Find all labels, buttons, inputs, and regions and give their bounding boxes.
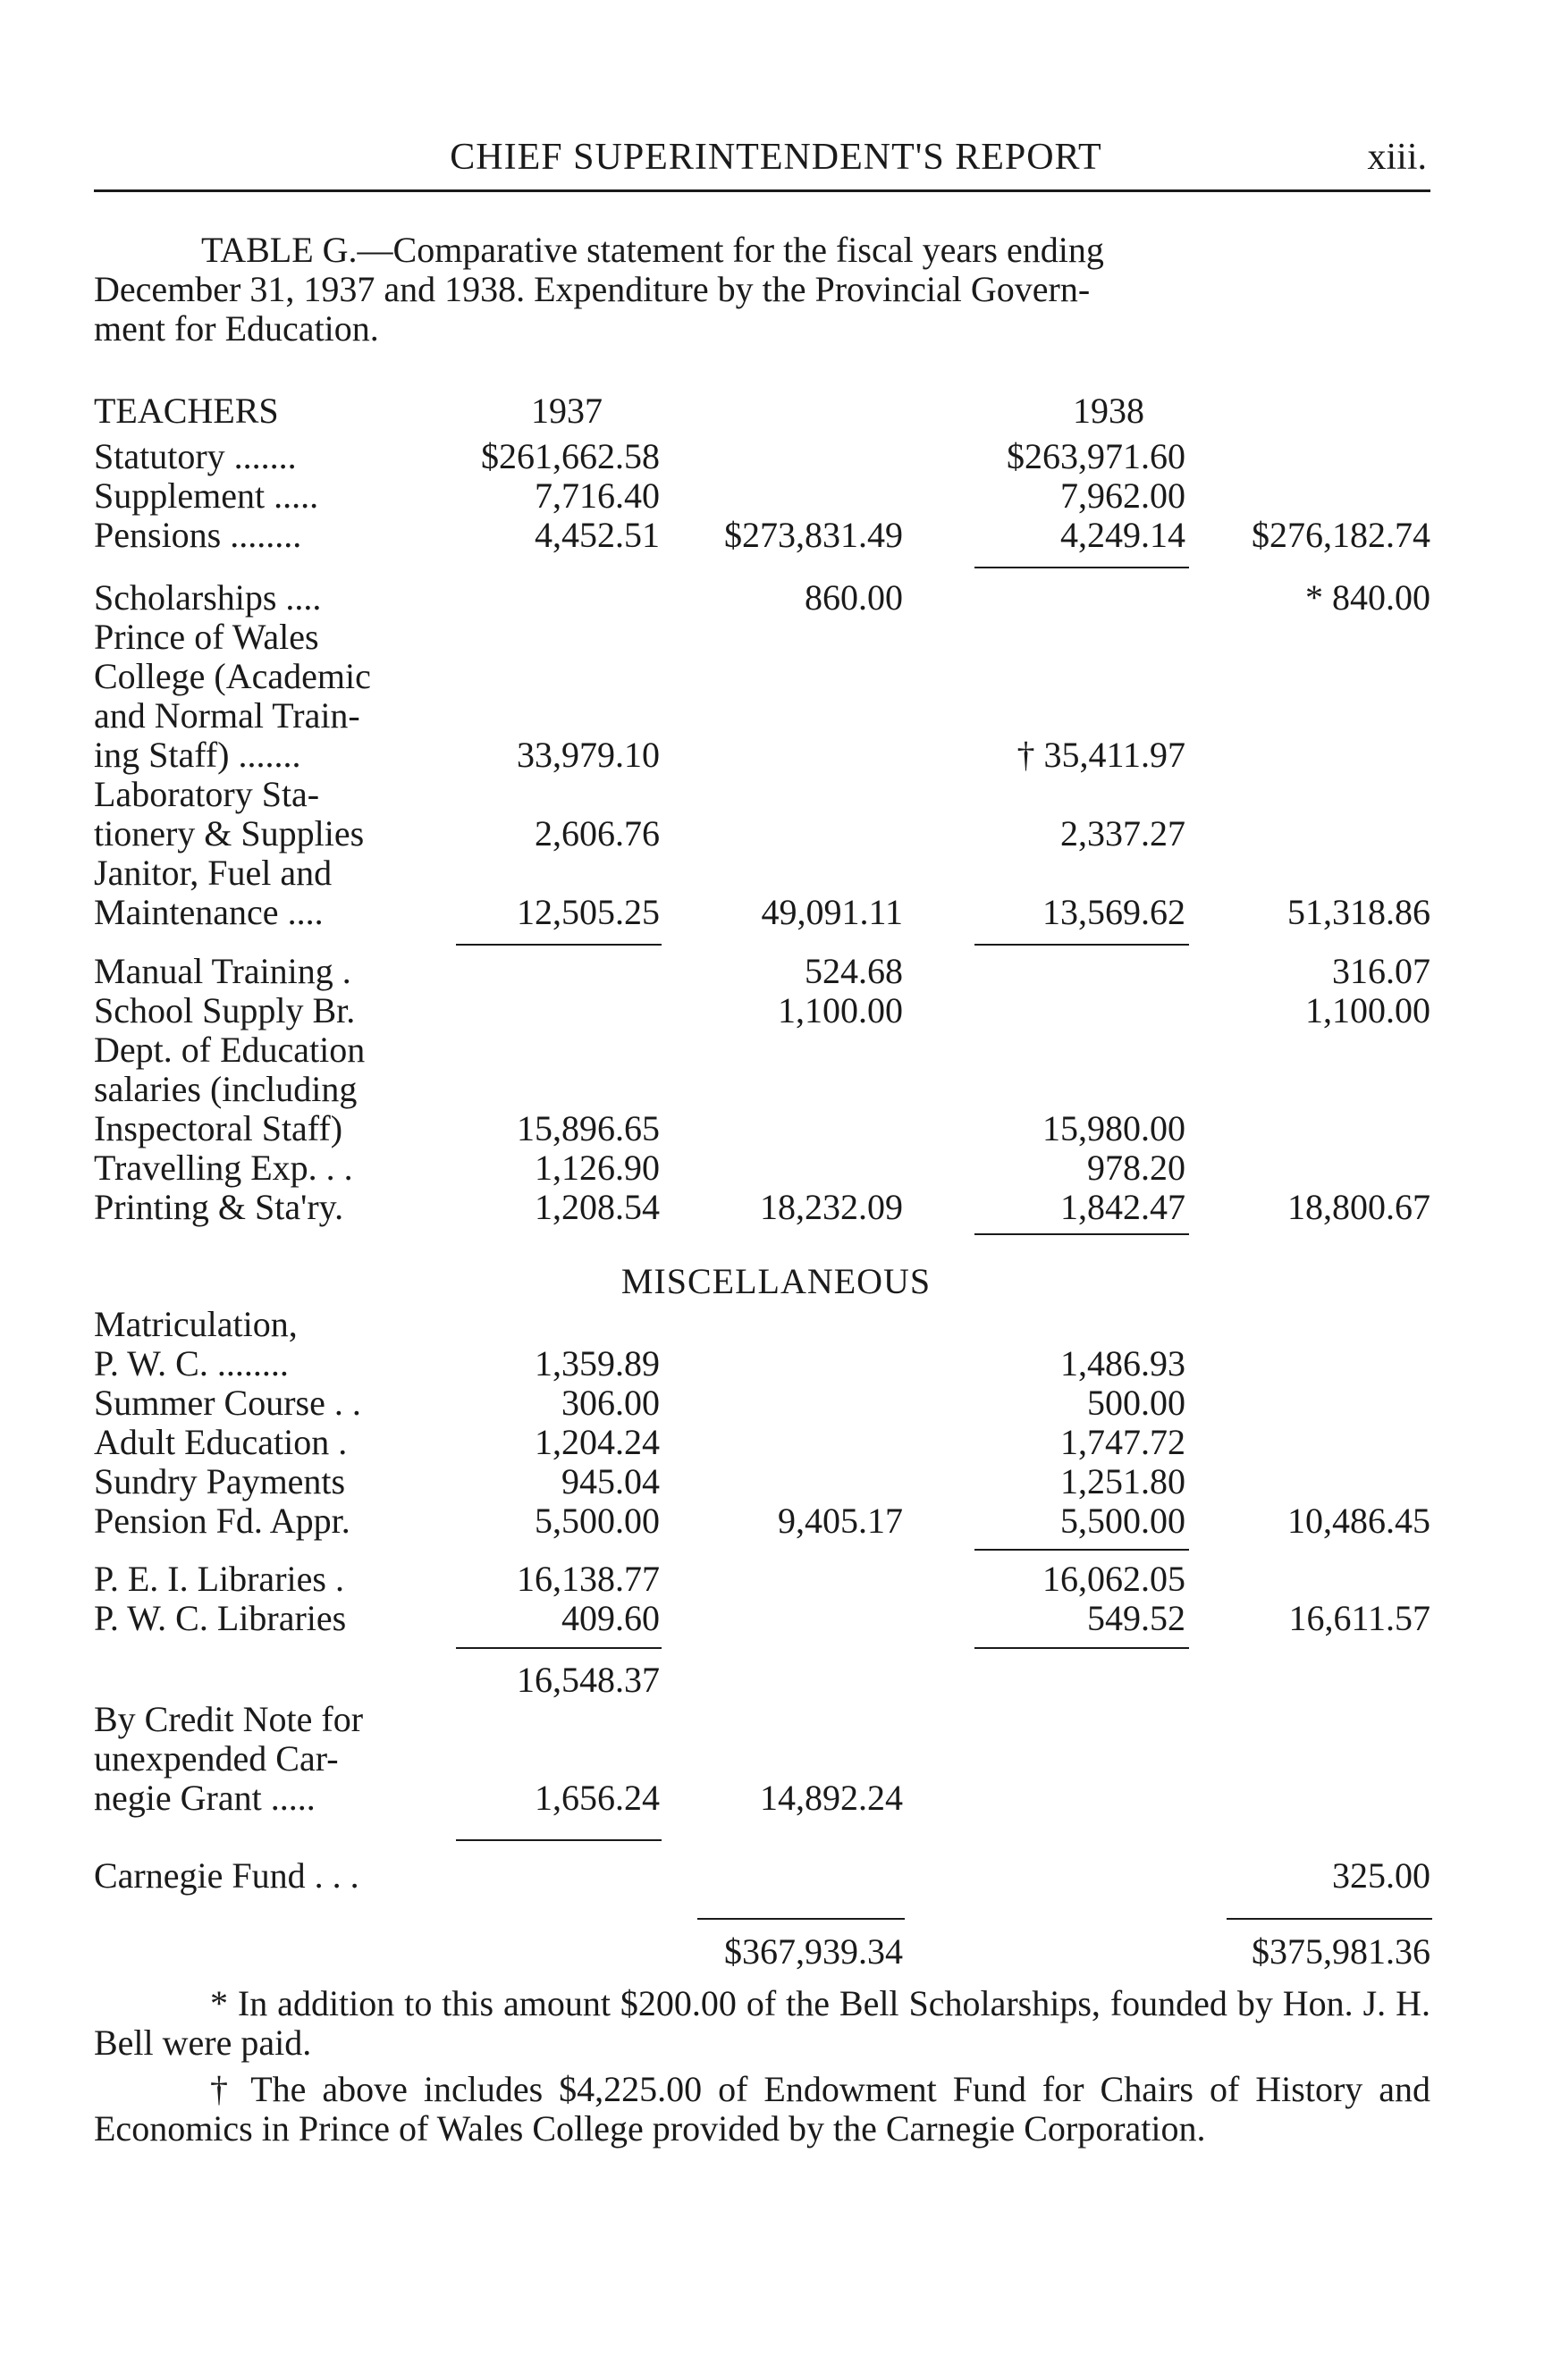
- row-label: Carnegie Fund . . .: [94, 1855, 359, 1896]
- cell-1937-item: 15,896.65: [517, 1108, 660, 1148]
- cell-1937-item: 1,126.90: [535, 1148, 660, 1188]
- table-row: [0, 1854, 1552, 1894]
- table-row: [0, 1342, 1552, 1382]
- row-label: Sundry Payments: [94, 1461, 346, 1501]
- cell-1937-item: 12,505.25: [517, 892, 660, 932]
- cell-1937-subtotal: 14,892.24: [760, 1778, 903, 1818]
- table-row: [0, 1500, 1552, 1539]
- table-row: [0, 1737, 1552, 1777]
- table-row: [0, 989, 1552, 1029]
- cell-1938-subtotal: 325.00: [1332, 1855, 1430, 1896]
- table-row: [0, 1303, 1552, 1342]
- table-row: [0, 576, 1552, 616]
- table-row: [0, 1068, 1552, 1107]
- cell-1937-item: 1,656.24: [535, 1778, 660, 1818]
- row-label: College (Academic: [94, 656, 371, 696]
- row-label: Manual Training .: [94, 951, 351, 991]
- row-label: Prince of Wales: [94, 617, 319, 657]
- footnote-star: [94, 1984, 1430, 2063]
- subtotal-rule: [974, 1647, 1189, 1649]
- cell-1938-item: 549.52: [1087, 1598, 1185, 1638]
- table-row: [0, 1107, 1552, 1147]
- footnote-star-text: * In addition to this amount $200.00 of the Bell Scholarships, founded by Hon. J. H. Bell were paid.: [94, 1983, 1430, 2063]
- row-label: Travelling Exp. . .: [94, 1148, 353, 1188]
- teachers-heading: TEACHERS: [94, 391, 279, 431]
- cell-1937-item: 409.60: [561, 1598, 660, 1638]
- row-label: ing Staff) .......: [94, 735, 301, 775]
- subtotal-rule: [974, 567, 1189, 568]
- cell-1938-item: 7,962.00: [1060, 475, 1185, 516]
- cell-1937-item: 2,606.76: [535, 813, 660, 854]
- cell-1937-item: $261,662.58: [481, 436, 660, 476]
- row-label: P. W. C. ........: [94, 1343, 289, 1383]
- row-label: By Credit Note for: [94, 1699, 364, 1739]
- row-label: unexpended Car-: [94, 1738, 339, 1779]
- cell-1938-subtotal: 316.07: [1332, 951, 1430, 991]
- cell-1937-item: 1,208.54: [535, 1187, 660, 1227]
- cell-1937-item: 1,204.24: [535, 1422, 660, 1462]
- cell-1938-item: 2,337.27: [1060, 813, 1185, 854]
- cell-1938-item: 5,500.00: [1060, 1501, 1185, 1541]
- table-row: [0, 655, 1552, 694]
- row-label: Statutory .......: [94, 436, 297, 476]
- cell-1937-item: 945.04: [561, 1461, 660, 1501]
- table-row: [0, 1558, 1552, 1597]
- row-label: Printing & Sta'ry.: [94, 1187, 344, 1227]
- table-row: [0, 1029, 1552, 1068]
- cell-1937-item: 16,138.77: [517, 1559, 660, 1599]
- row-label: Maintenance ....: [94, 892, 324, 932]
- caption-line: TABLE G.—Comparative statement for the fiscal years ending: [201, 230, 1104, 270]
- cell-1938-item: 1,747.72: [1060, 1422, 1185, 1462]
- page-number: xiii.: [1367, 137, 1427, 178]
- cell-1938-item: † 35,411.97: [1016, 735, 1185, 775]
- total-rule: [697, 1918, 905, 1920]
- table-row: [0, 1382, 1552, 1421]
- table-row: [0, 1460, 1552, 1500]
- table-row: [0, 950, 1552, 989]
- footnote-dagger-text: † The above includes $4,225.00 of Endowment Fund for Chairs of History and Economics in Prince of Wales College provided by the Carnegie Corporation.: [94, 2069, 1430, 2149]
- cell-1938-item: 1,842.47: [1060, 1187, 1185, 1227]
- cell-1938-item: 4,249.14: [1060, 515, 1185, 555]
- table-row: [0, 1777, 1552, 1816]
- table-caption: [94, 231, 1430, 349]
- row-label: P. W. C. Libraries: [94, 1598, 347, 1638]
- cell-1937-item: 4,452.51: [535, 515, 660, 555]
- table-row: [0, 1597, 1552, 1636]
- year-1938-heading: 1938: [1073, 391, 1144, 431]
- row-label: P. E. I. Libraries .: [94, 1559, 344, 1599]
- cell-1937-subtotal: 18,232.09: [760, 1187, 903, 1227]
- cell-1938-item: 16,062.05: [1042, 1559, 1185, 1599]
- table-row: [0, 1659, 1552, 1698]
- subtotal-rule: [974, 944, 1189, 946]
- row-label: School Supply Br.: [94, 990, 356, 1030]
- row-label: Scholarships ....: [94, 577, 322, 618]
- cell-1937-item: 5,500.00: [535, 1501, 660, 1541]
- subtotal-rule: [456, 1839, 662, 1841]
- row-label: tionery & Supplies: [94, 813, 365, 854]
- cell-1938-item: 13,569.62: [1042, 892, 1185, 932]
- row-label: negie Grant .....: [94, 1778, 316, 1818]
- table-heading-row: [0, 390, 1552, 429]
- subtotal-rule: [456, 944, 662, 946]
- table-row: [0, 852, 1552, 891]
- cell-1937-subtotal: 1,100.00: [778, 990, 903, 1030]
- cell-1938-item: $263,971.60: [1007, 436, 1185, 476]
- table-row: [0, 1421, 1552, 1460]
- table-row: [0, 812, 1552, 852]
- cell-1938-item: 15,980.00: [1042, 1108, 1185, 1148]
- cell-1938-subtotal: 1,100.00: [1305, 990, 1430, 1030]
- cell-1937-subtotal: $273,831.49: [724, 515, 903, 555]
- table-row: [0, 616, 1552, 655]
- caption-line: ment for Education.: [94, 308, 379, 349]
- miscellaneous-heading: MISCELLANEOUS: [620, 1261, 932, 1301]
- table-row: [0, 891, 1552, 930]
- subtotal-rule: [974, 1233, 1189, 1235]
- table-row: [0, 1147, 1552, 1186]
- row-label: Pension Fd. Appr.: [94, 1501, 350, 1541]
- running-header-title: CHIEF SUPERINTENDENT'S REPORT: [450, 137, 1102, 178]
- cell-1938-subtotal: 16,611.57: [1288, 1598, 1430, 1638]
- row-label: Matriculation,: [94, 1304, 298, 1344]
- total-1938: $375,981.36: [1252, 1931, 1430, 1972]
- total-1937: $367,939.34: [724, 1931, 903, 1972]
- row-label: Laboratory Sta-: [94, 774, 320, 814]
- cell-1937-item: 16,548.37: [517, 1660, 660, 1700]
- row-label: and Normal Train-: [94, 695, 360, 736]
- cell-1937-subtotal: 49,091.11: [761, 892, 903, 932]
- row-label: Pensions ........: [94, 515, 302, 555]
- table-row: [0, 734, 1552, 773]
- table-row: [0, 1186, 1552, 1225]
- row-label: Supplement .....: [94, 475, 319, 516]
- cell-1938-subtotal: 10,486.45: [1287, 1501, 1430, 1541]
- cell-1937-item: 1,359.89: [535, 1343, 660, 1383]
- row-label: Inspectoral Staff): [94, 1108, 343, 1148]
- cell-1937-subtotal: 860.00: [805, 577, 903, 618]
- table-row: [0, 694, 1552, 734]
- cell-1938-subtotal: 18,800.67: [1287, 1187, 1430, 1227]
- row-label: Adult Education .: [94, 1422, 348, 1462]
- caption-line: December 31, 1937 and 1938. Expenditure by the Provincial Govern-: [94, 269, 1091, 309]
- table-row: [0, 773, 1552, 812]
- subtotal-rule: [974, 1549, 1189, 1551]
- table-row: [0, 435, 1552, 475]
- cell-1937-item: 306.00: [561, 1383, 660, 1423]
- row-label: Janitor, Fuel and: [94, 853, 333, 893]
- cell-1937-subtotal: 9,405.17: [778, 1501, 903, 1541]
- row-label: Summer Course . .: [94, 1383, 361, 1423]
- table-row: [0, 514, 1552, 553]
- row-label: salaries (including: [94, 1069, 358, 1109]
- cell-1938-subtotal: * 840.00: [1305, 577, 1430, 618]
- cell-1937-subtotal: 524.68: [805, 951, 903, 991]
- table-row: [0, 475, 1552, 514]
- totals-row: [0, 1930, 1552, 1970]
- footnote-dagger: [94, 2070, 1430, 2149]
- total-rule: [1227, 1918, 1432, 1920]
- year-1937-heading: 1937: [531, 391, 603, 431]
- cell-1938-item: 978.20: [1087, 1148, 1185, 1188]
- row-label: Dept. of Education: [94, 1030, 366, 1070]
- cell-1938-item: 1,486.93: [1060, 1343, 1185, 1383]
- cell-1938-item: 500.00: [1087, 1383, 1185, 1423]
- cell-1938-item: 1,251.80: [1060, 1461, 1185, 1501]
- header-rule: [94, 189, 1430, 192]
- cell-1938-subtotal: $276,182.74: [1252, 515, 1430, 555]
- subtotal-rule: [456, 1647, 662, 1649]
- cell-1938-subtotal: 51,318.86: [1287, 892, 1430, 932]
- cell-1937-item: 7,716.40: [535, 475, 660, 516]
- cell-1937-item: 33,979.10: [517, 735, 660, 775]
- table-row: [0, 1698, 1552, 1737]
